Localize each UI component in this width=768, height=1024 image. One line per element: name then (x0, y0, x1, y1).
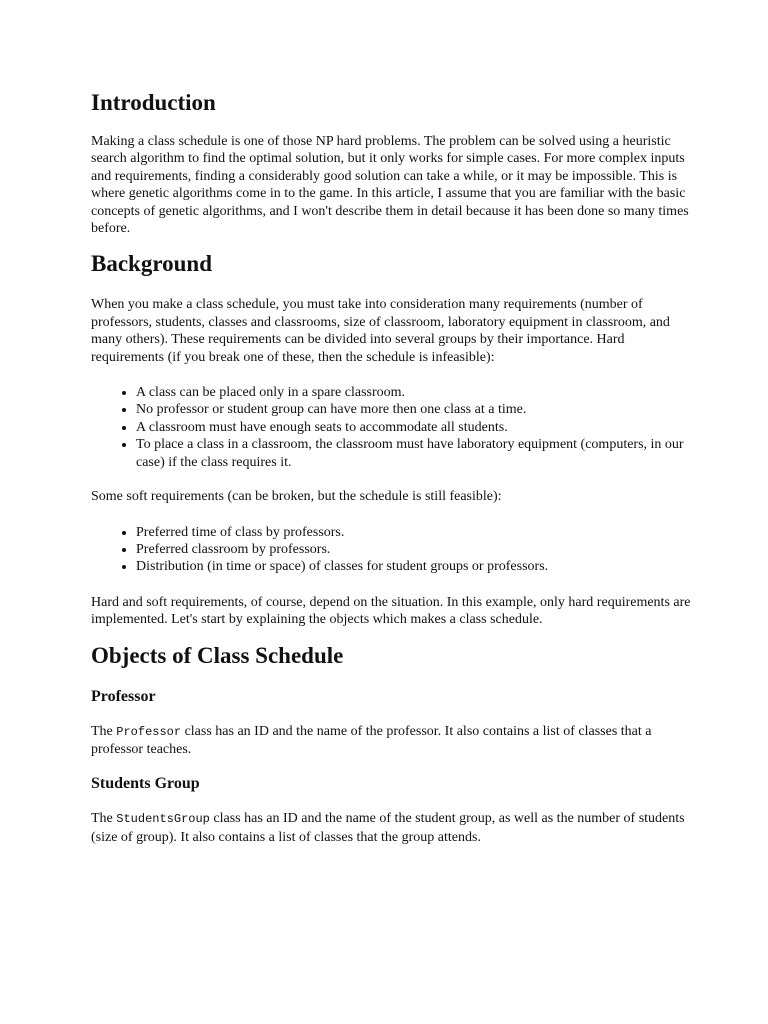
list-item: • A class can be placed only in a spare classroom. (136, 384, 691, 401)
document-page (91, 88, 691, 846)
soft-requirements-list (91, 524, 691, 576)
professor-text-before: The (91, 723, 117, 739)
list-item: • Distribution (in time or space) of classes for student groups or professors. (136, 558, 691, 575)
introduction-heading: Introduction (91, 90, 216, 115)
introduction-paragraph: Making a class schedule is one of those NP hard problems. The problem can be solved using a heuristic search algorithm to find the optimal solution, but it only works for simple cases. For more complex inputs and requirements, finding a considerably good solution can take a while, or it may be impossible. This is where genetic algorithms come in to the game. In this article, I assume that you are familiar with the basic concepts of genetic algorithms, and I won't describe them in detail because it has been done so many times before. (91, 134, 689, 237)
list-item: • A classroom must have enough seats to accommodate all students. (136, 419, 691, 436)
background-heading: Background (91, 251, 213, 277)
students-group-paragraph (91, 810, 691, 846)
professor-text-after: class has an ID and the name of the professor. It also contains a list of classes that a professor teaches. (91, 723, 652, 757)
list-item: • No professor or student group can have more then one class at a time. (136, 401, 691, 418)
requirements-closing-paragraph: Hard and soft requirements, of course, depend on the situation. In this example, only hard requirements are implemented. Let's start by explaining the objects which makes a class schedule. (91, 594, 691, 628)
list-item: • To place a class in a classroom, the classroom must have laboratory equipment (computers, in our case) if the class requires it. (136, 436, 691, 471)
professor-heading: Professor (91, 687, 156, 705)
background-paragraph: When you make a class schedule, you must take into consideration many requirements (number of professors, students, classes and classrooms, size of classroom, laboratory equipment in classroom, and many others). These requirements can be divided into several groups by their importance. Hard requirements (if you break one of these, then the schedule is infeasible): (91, 297, 670, 365)
soft-requirements-intro: Some soft requirements (can be broken, but the schedule is still feasible): (91, 489, 502, 505)
students-group-code: StudentsGroup (116, 812, 210, 827)
students-group-heading: Students Group (91, 775, 200, 793)
hard-requirements-list (91, 384, 691, 471)
students-group-text-before: The (91, 811, 117, 827)
professor-code: Professor (116, 724, 182, 739)
professor-paragraph (91, 723, 691, 759)
list-item: • Preferred time of class by professors. (136, 524, 691, 541)
students-group-text-after: class has an ID and the name of the student group, as well as the number of students (size of group). It also contains a list of classes that the group attends. (91, 811, 685, 845)
list-item: • Preferred classroom by professors. (136, 541, 691, 558)
objects-heading: Objects of Class Schedule (91, 642, 344, 668)
